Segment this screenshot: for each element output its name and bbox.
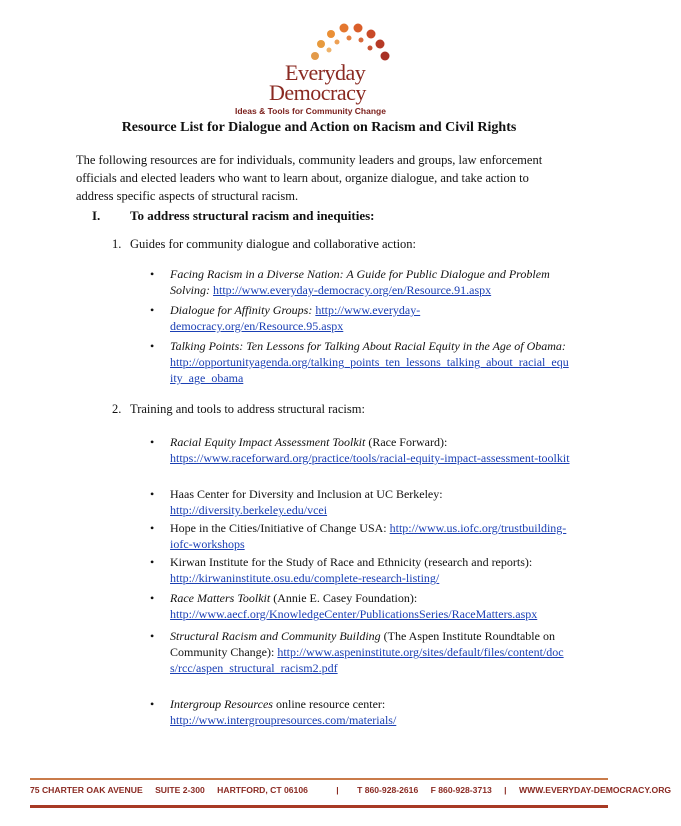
logo-dots-arc-icon — [255, 16, 415, 66]
section-heading — [92, 208, 375, 224]
resource-description: Hope in the Cities/Initiative of Change USA: — [170, 521, 387, 535]
resource-title: Talking Points: Ten Lessons for Talking About Racial Equity in the Age of Obama: — [170, 339, 566, 353]
resource-title: Intergroup Resources — [170, 697, 273, 711]
resource-title: Structural Racism and Community Building — [170, 629, 381, 643]
bullet-icon: • — [150, 521, 155, 535]
subsection-number: 1. — [112, 237, 122, 251]
footer-address: 75 CHARTER OAK AVENUE — [30, 785, 143, 795]
resource-link[interactable]: https://www.raceforward.org/practice/tools/racial-equity-impact-assessment-toolkit — [170, 451, 570, 465]
footer-separator: | — [504, 785, 507, 795]
resource-description: (The Aspen Institute Roundtable on Community Change): — [170, 629, 555, 659]
resource-link[interactable]: http://www.intergroupresources.com/materials/ — [170, 713, 397, 727]
resource-link[interactable]: http://kirwaninstitute.osu.edu/complete-research-listing/ — [170, 571, 440, 585]
resource-title: Facing Racism in a Diverse Nation: A Guide for Public Dialogue and Problem Solving: — [170, 267, 550, 297]
resource-title: Racial Equity Impact Assessment Toolkit — [170, 435, 366, 449]
footer-suite: SUITE 2-300 — [155, 785, 205, 795]
resource-description: online resource center: — [275, 697, 386, 711]
page-title: Resource List for Dialogue and Action on Racism and Civil Rights — [121, 120, 517, 135]
section-title: To address structural racism and inequities: — [130, 208, 375, 223]
bullet-icon: • — [150, 697, 155, 711]
section-number: I. — [92, 208, 101, 223]
subsection-label: Guides for community dialogue and collaborative action: — [130, 237, 417, 251]
resource-description: Haas Center for Diversity and Inclusion at UC Berkeley: — [170, 487, 443, 501]
resource-link[interactable]: http://www.everyday-democracy.org/en/Resource.91.aspx — [213, 283, 492, 297]
resource-link[interactable]: http://www.everyday-democracy.org/en/Resource.95.aspx — [170, 303, 421, 333]
bullet-icon: • — [150, 487, 155, 501]
resource-link[interactable]: http://diversity.berkeley.edu/vcei — [170, 503, 328, 517]
resource-description: (Annie E. Casey Foundation): — [273, 591, 418, 605]
footer-bar — [30, 805, 608, 808]
resource-title: Dialogue for Affinity Groups: — [170, 303, 313, 317]
everyday-democracy-logo — [235, 16, 415, 116]
footer-fax: F 860-928-3713 — [430, 785, 492, 795]
resource-description: Kirwan Institute for the Study of Race and Ethnicity (research and reports): — [170, 555, 533, 569]
footer-separator: | — [336, 785, 339, 795]
subsection-label: Training and tools to address structural racism: — [130, 402, 365, 416]
bullet-icon: • — [150, 435, 155, 449]
bullet-icon: • — [150, 339, 155, 353]
intro-paragraph: The following resources are for individuals, community leaders and groups, law enforcement officials and elected leaders who want to learn about, organize dialogue, and take action to address specific aspects of structural racism. — [76, 153, 543, 203]
bullet-icon: • — [150, 591, 155, 605]
footer-contact — [30, 785, 672, 795]
resource-title: Race Matters Toolkit — [170, 591, 271, 605]
logo-line1: Everyday — [285, 60, 366, 85]
resource-link[interactable]: http://www.us.iofc.org/trustbuilding-iofc-workshops — [170, 521, 567, 551]
bullet-icon: • — [150, 555, 155, 569]
subsection-1 — [112, 237, 416, 252]
bullet-icon: • — [150, 629, 155, 643]
bullet-icon: • — [150, 267, 155, 281]
subsection-2 — [112, 402, 365, 417]
resource-link[interactable]: http://opportunityagenda.org/talking_points_ten_lessons_talking_about_racial_equity_age_obama — [170, 355, 569, 385]
resource-link[interactable]: http://www.aspeninstitute.org/sites/default/files/content/docs/rcc/aspen_structural_racism2.pdf — [170, 645, 564, 675]
logo-line2: Democracy — [269, 80, 366, 105]
footer-divider — [30, 778, 608, 780]
footer-phone: T 860-928-2616 — [357, 785, 419, 795]
subsection-number: 2. — [112, 402, 122, 416]
footer-website[interactable]: WWW.EVERYDAY-DEMOCRACY.ORG — [518, 785, 672, 795]
resource-link[interactable]: http://www.aecf.org/KnowledgeCenter/PublicationsSeries/RaceMatters.aspx — [170, 607, 538, 621]
bullet-icon: • — [150, 303, 155, 317]
resource-description: (Race Forward): — [368, 435, 448, 449]
footer-city: HARTFORD, CT 06106 — [217, 785, 308, 795]
logo-tagline: Ideas & Tools for Community Change — [235, 106, 386, 116]
